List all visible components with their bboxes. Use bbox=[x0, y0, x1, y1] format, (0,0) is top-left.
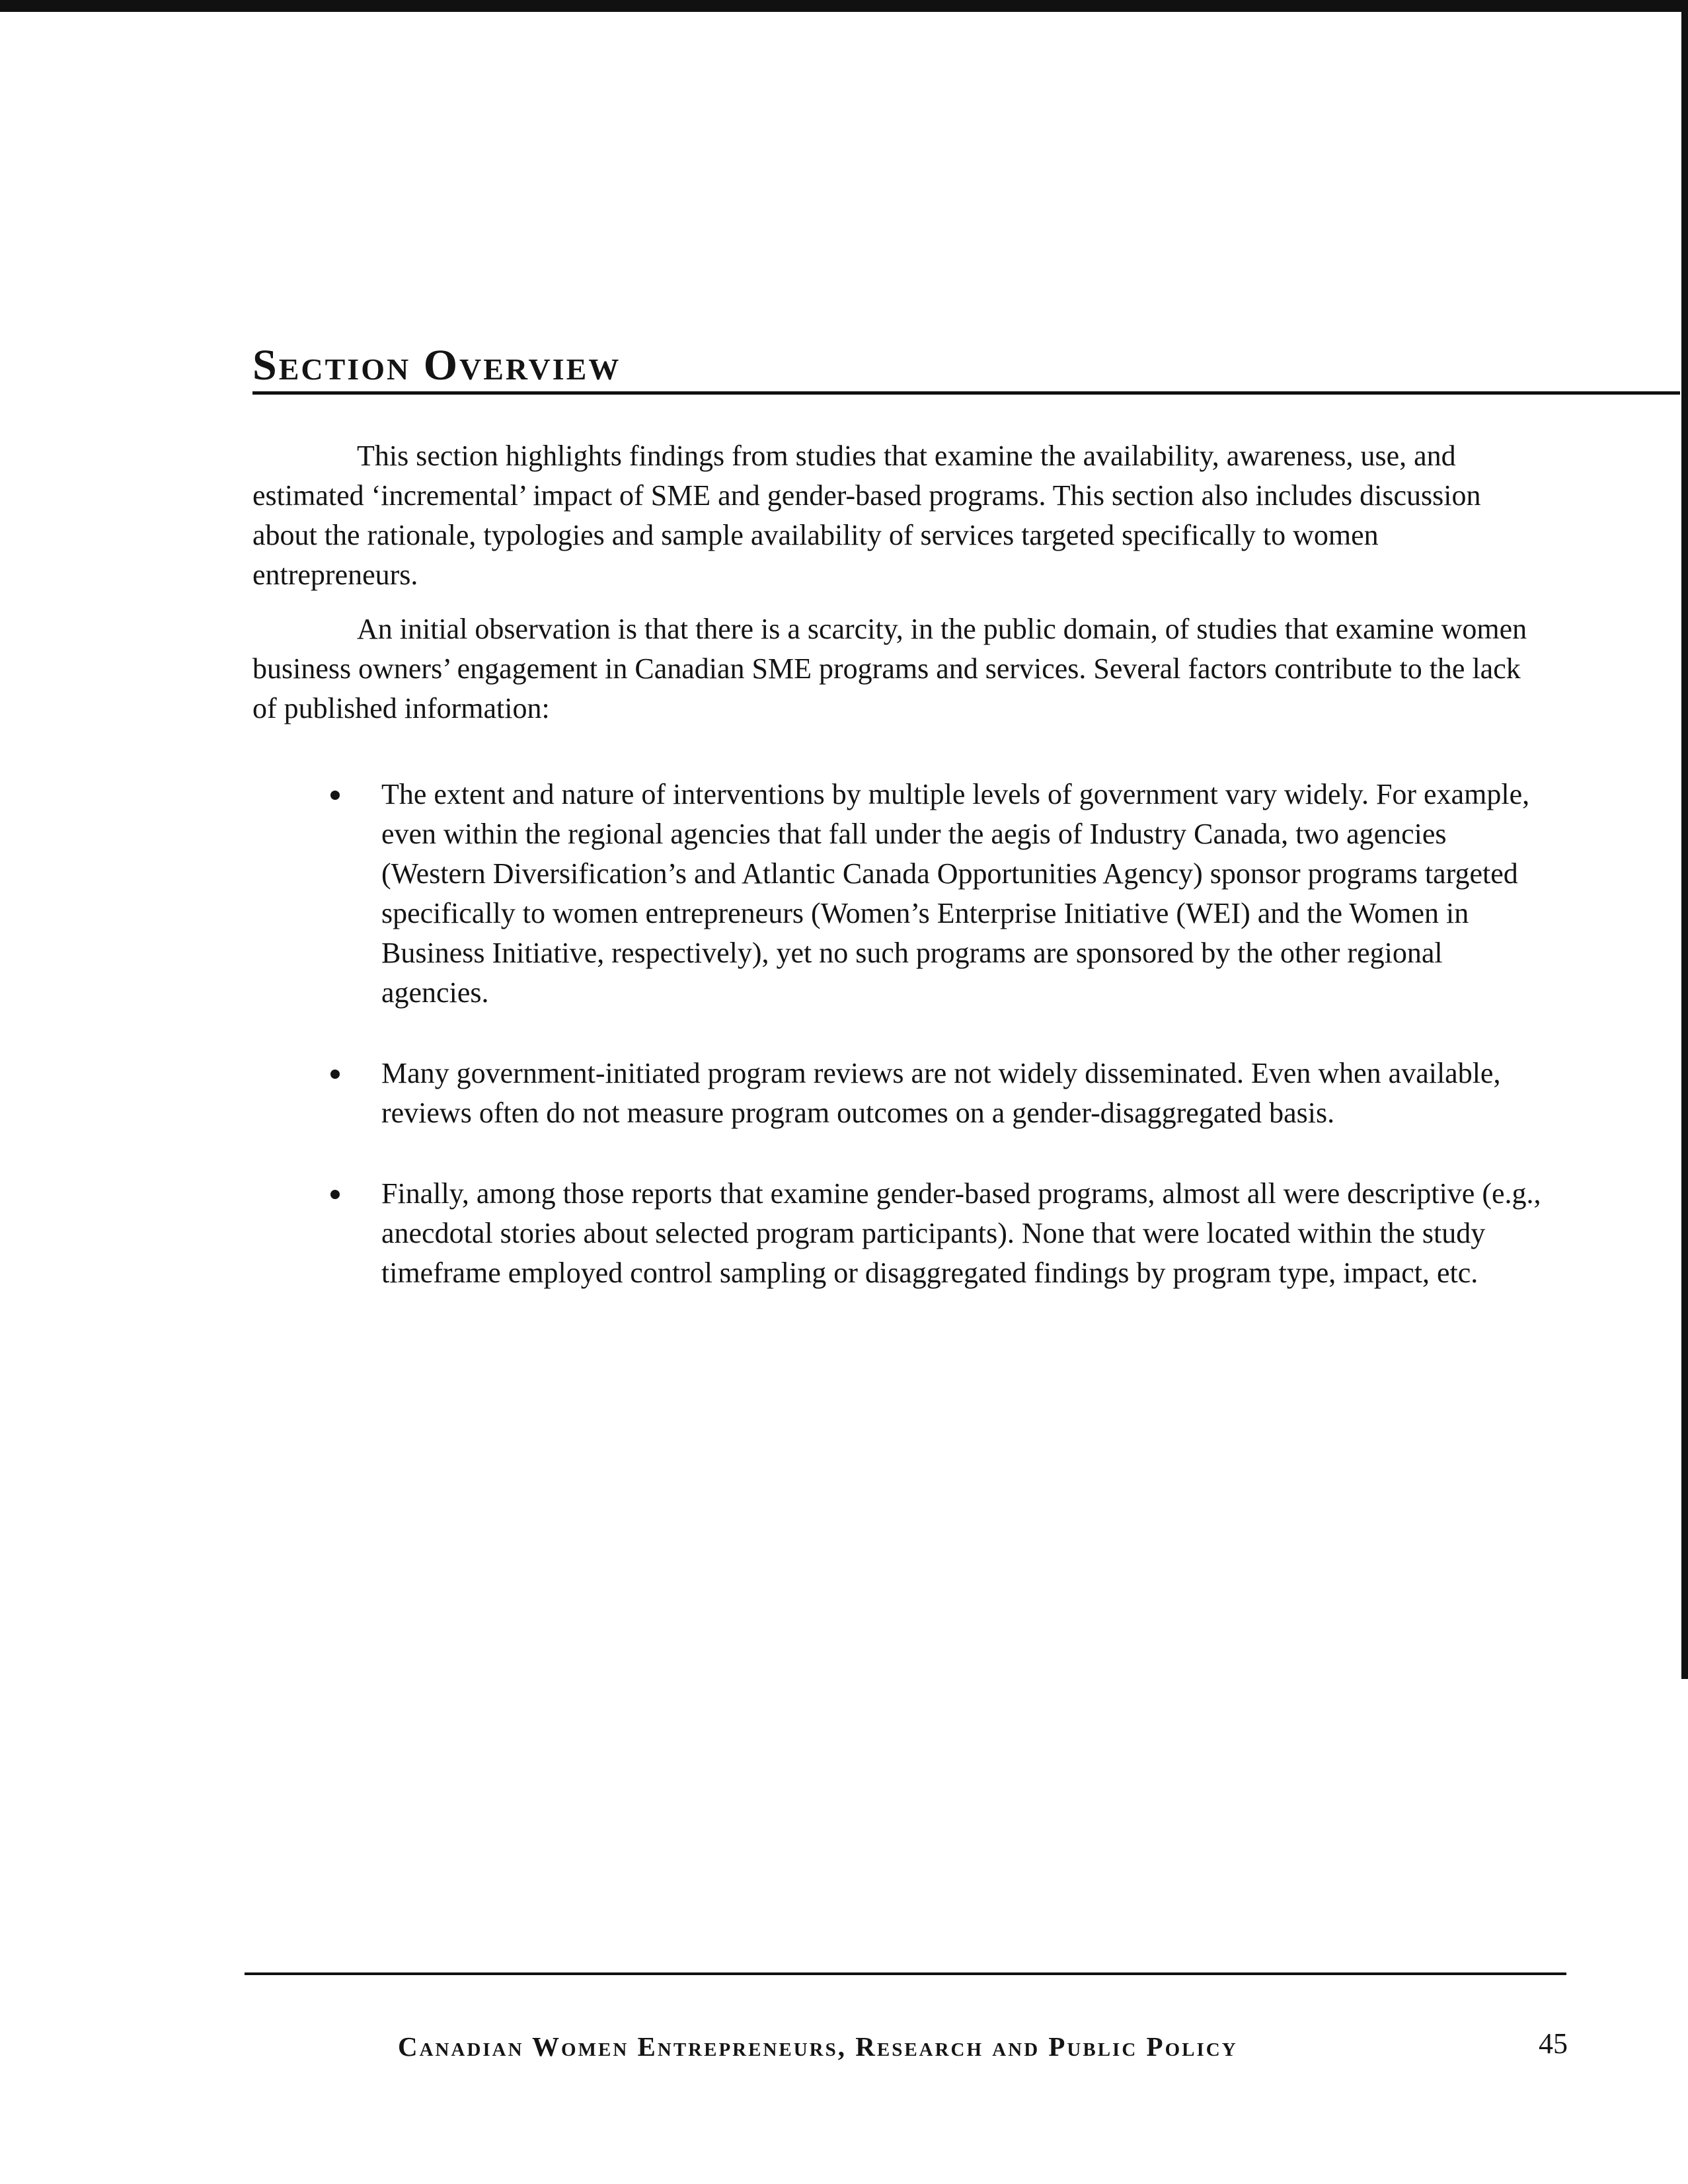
section-header bbox=[252, 341, 1680, 395]
list-item bbox=[252, 775, 1548, 1013]
bullet-icon bbox=[330, 791, 340, 800]
list-item-text: Many government-initiated program reviews are not widely disseminated. Even when available, reviews often do not measure program outcomes on a gender-disaggregated basis. bbox=[381, 1057, 1501, 1129]
scan-edge-right bbox=[1681, 0, 1688, 1679]
list-item bbox=[252, 1054, 1548, 1133]
body-text bbox=[252, 436, 1548, 1334]
page-number: 45 bbox=[1539, 2027, 1568, 2060]
bullet-icon bbox=[330, 1070, 340, 1079]
footer-rule bbox=[245, 1972, 1566, 1975]
paragraph-intro: This section highlights findings from studies that examine the availability, awareness, use, and estimated ‘incremental’ impact of SME and gender-based programs. This section also includes discussion about the rationale, typologies and sample availability of services targeted specifically to women entrepreneurs. bbox=[252, 440, 1481, 591]
list-item bbox=[252, 1174, 1548, 1293]
list-item-text: The extent and nature of interventions by multiple levels of government vary widely. For example, even within the regional agencies that fall under the aegis of Industry Canada, two agencies (Western Diversification’s and Atlantic Canada Opportunities Agency) sponsor programs targeted specifically to women entrepreneurs (Women’s Enterprise Initiative (WEI) and the Women in Business Initiative, respectively), yet no such programs are sponsored by the other regional agencies. bbox=[381, 778, 1530, 1009]
list-item-text: Finally, among those reports that examine gender-based programs, almost all were descriptive (e.g., anecdotal stories about selected program participants). None that were located within the study timeframe employed control sampling or disaggregated findings by program type, impact, etc. bbox=[381, 1177, 1541, 1289]
bullet-icon bbox=[330, 1190, 340, 1199]
header-rule bbox=[252, 391, 1680, 395]
factor-list bbox=[252, 775, 1548, 1293]
section-title: Section Overview bbox=[252, 341, 621, 389]
paragraph-observation: An initial observation is that there is a scarcity, in the public domain, of studies that examine women business owners’ engagement in Canadian SME programs and services. Several factors contribute to the lack of published information: bbox=[252, 613, 1527, 724]
scan-edge-top bbox=[0, 0, 1688, 12]
footer-title: Canadian Women Entrepreneurs, Research and Public Policy bbox=[398, 2031, 1238, 2062]
